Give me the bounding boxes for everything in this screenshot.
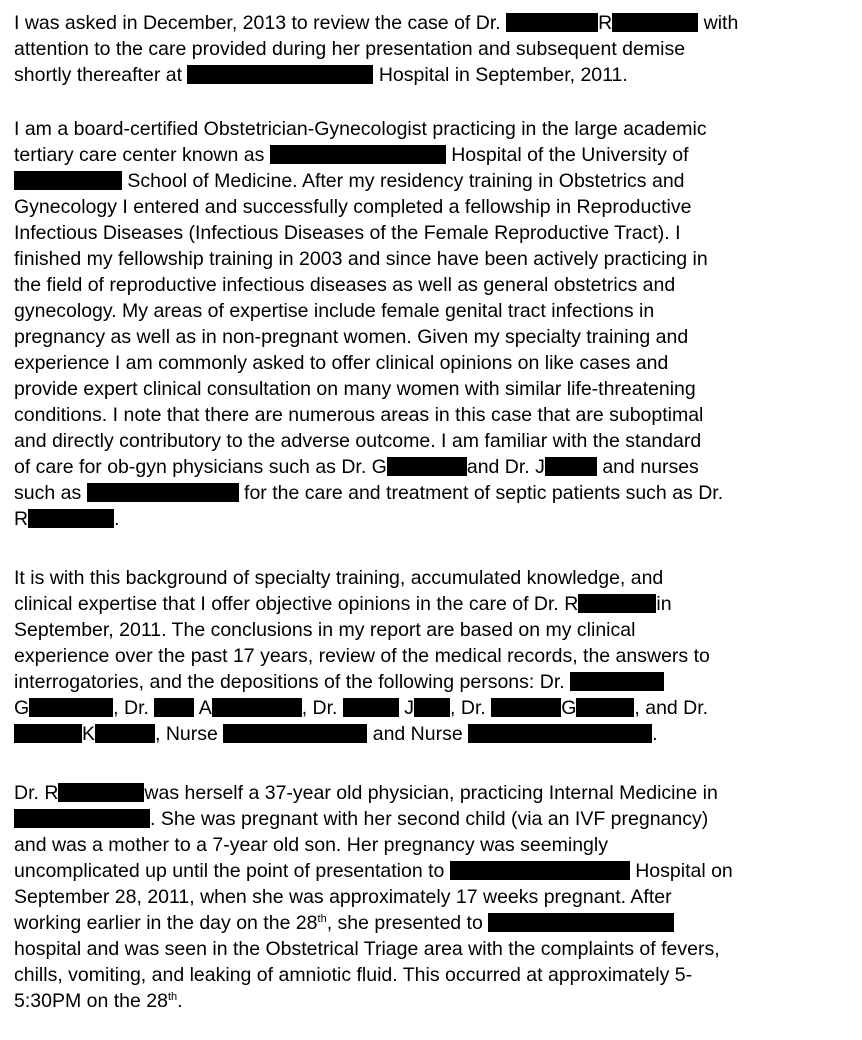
text-line [14, 324, 856, 350]
redaction-bar [343, 698, 399, 717]
text-run: uncomplicated up until the point of presentation to [14, 860, 450, 882]
text-line [14, 780, 856, 806]
text-line [14, 116, 856, 142]
redaction-bar [270, 145, 446, 164]
redaction-bar [578, 594, 656, 613]
text-run: G [561, 697, 577, 719]
paragraph-1 [14, 10, 856, 88]
text-run: G [14, 697, 30, 719]
text-run: September, 2011. The conclusions in my report are based on my clinical [14, 619, 636, 641]
redaction-bar [612, 13, 698, 32]
text-line [14, 246, 856, 272]
text-run: experience I am commonly asked to offer clinical opinions on like cases and [14, 352, 669, 374]
redaction-bar [506, 13, 598, 32]
text-line [14, 402, 856, 428]
text-line [14, 591, 856, 617]
text-run: . [114, 508, 120, 530]
text-run: and was a mother to a 7-year old son. Her pregnancy was seemingly [14, 834, 608, 856]
text-line [14, 988, 856, 1014]
ordinal-suffix: th [167, 991, 178, 1003]
text-run: experience over the past 17 years, review of the medical records, the answers to [14, 645, 710, 667]
text-line [14, 376, 856, 402]
redaction-bar [28, 509, 114, 528]
redaction-bar [212, 698, 302, 717]
redaction-bar [414, 698, 450, 717]
text-run: , Dr. [450, 697, 492, 719]
text-run: chills, vomiting, and leaking of amniotic fluid. This occurred at approximately 5- [14, 964, 693, 986]
text-line [14, 695, 856, 721]
text-run: School of Medicine. After my residency training in Obstetrics and [127, 170, 685, 192]
redaction-bar [491, 698, 561, 717]
text-run: R [598, 12, 613, 34]
text-line [14, 936, 856, 962]
text-run: tertiary care center known as [14, 144, 270, 166]
text-run: in [656, 593, 672, 615]
text-line [14, 480, 856, 506]
ordinal-suffix: th [317, 913, 327, 925]
text-run: working earlier in the day on the 28 [14, 912, 318, 934]
text-run: and Nurse [372, 723, 469, 745]
text-run: I am a board-certified Obstetrician-Gynecologist practicing in the large academic [14, 118, 707, 140]
text-line [14, 884, 856, 910]
text-run: Gynecology I entered and successfully completed a fellowship in Reproductive [14, 196, 692, 218]
redaction-bar [187, 65, 373, 84]
text-run: of care for ob-gyn physicians such as Dr. G [14, 456, 387, 478]
redaction-bar [14, 809, 150, 828]
text-run: for the care and treatment of septic patients such as Dr. [244, 482, 724, 504]
text-run: September 28, 2011, when she was approximately 17 weeks pregnant. After [14, 886, 672, 908]
text-line [14, 565, 856, 591]
text-run: interrogatories, and the depositions of the following persons: Dr. [14, 671, 565, 693]
redaction-bar [14, 724, 82, 743]
text-run: Dr. R [14, 782, 59, 804]
text-run: Hospital of the University of [451, 144, 689, 166]
text-line [14, 858, 856, 884]
redaction-bar [154, 698, 194, 717]
text-run: I was asked in December, 2013 to review the case of Dr. [14, 12, 507, 34]
text-line [14, 350, 856, 376]
redaction-bar [468, 724, 652, 743]
redaction-bar [14, 171, 122, 190]
text-run: R [14, 508, 29, 530]
text-line [14, 832, 856, 858]
text-run: . [177, 990, 183, 1012]
text-run: K [82, 723, 96, 745]
text-run: It is with this background of specialty training, accumulated knowledge, and [14, 567, 664, 589]
text-run: shortly thereafter at [14, 64, 188, 86]
redaction-bar [95, 724, 155, 743]
text-line [14, 220, 856, 246]
text-run: 5:30PM on the 28 [14, 990, 168, 1012]
text-run: and Dr. J [466, 456, 545, 478]
text-line [14, 910, 856, 936]
paragraph-4 [14, 780, 856, 1014]
text-line [14, 506, 856, 532]
text-run: clinical expertise that I offer objective opinions in the care of Dr. R [14, 593, 579, 615]
paragraph-3 [14, 565, 856, 747]
text-run: pregnancy as well as in non-pregnant women. Given my specialty training and [14, 326, 689, 348]
redaction-bar [570, 672, 664, 691]
text-run: , Dr. [301, 697, 343, 719]
text-line [14, 669, 856, 695]
text-line [14, 194, 856, 220]
redaction-bar [545, 457, 597, 476]
text-run: and directly contributory to the adverse outcome. I am familiar with the standard [14, 430, 702, 452]
text-line [14, 643, 856, 669]
redaction-bar [488, 913, 674, 932]
text-run: finished my fellowship training in 2003 and since have been actively practicing in [14, 248, 708, 270]
text-line [14, 454, 856, 480]
text-run: the field of reproductive infectious diseases as well as general obstetrics and [14, 274, 676, 296]
text-run: , Nurse [155, 723, 224, 745]
text-run: . [652, 723, 658, 745]
text-run: , and Dr. [634, 697, 709, 719]
text-run: such as [14, 482, 87, 504]
text-run: was herself a 37-year old physician, practicing Internal Medicine in [144, 782, 718, 804]
text-run: Hospital on [635, 860, 733, 882]
text-line [14, 272, 856, 298]
text-run: hospital and was seen in the Obstetrical Triage area with the complaints of fevers, [14, 938, 720, 960]
text-line [14, 962, 856, 988]
text-run: A [198, 697, 212, 719]
text-line [14, 806, 856, 832]
text-line [14, 10, 856, 36]
text-line [14, 617, 856, 643]
text-run: Infectious Diseases (Infectious Diseases of the Female Reproductive Tract). I [14, 222, 681, 244]
text-run: J [404, 697, 415, 719]
text-run: with [698, 12, 739, 34]
text-line [14, 298, 856, 324]
text-run: Hospital in September, 2011. [378, 64, 628, 86]
text-run: , Dr. [113, 697, 155, 719]
redaction-bar [223, 724, 367, 743]
redaction-bar [29, 698, 113, 717]
redaction-bar [387, 457, 467, 476]
text-line [14, 62, 856, 88]
redaction-bar [87, 483, 239, 502]
text-run: provide expert clinical consultation on many women with similar life-threatening [14, 378, 696, 400]
text-line [14, 36, 856, 62]
redaction-bar [450, 861, 630, 880]
text-line [14, 168, 856, 194]
text-run: conditions. I note that there are numerous areas in this case that are suboptimal [14, 404, 704, 426]
redaction-bar [58, 783, 144, 802]
paragraph-2 [14, 116, 856, 532]
text-line [14, 428, 856, 454]
text-run: and nurses [602, 456, 699, 478]
text-line [14, 142, 856, 168]
text-run: attention to the care provided during her presentation and subsequent demise [14, 38, 686, 60]
redaction-bar [576, 698, 634, 717]
text-run: gynecology. My areas of expertise include female genital tract infections in [14, 300, 655, 322]
text-run: , she presented to [326, 912, 483, 934]
text-line [14, 721, 856, 747]
text-run: . She was pregnant with her second child (via an IVF pregnancy) [150, 808, 709, 830]
